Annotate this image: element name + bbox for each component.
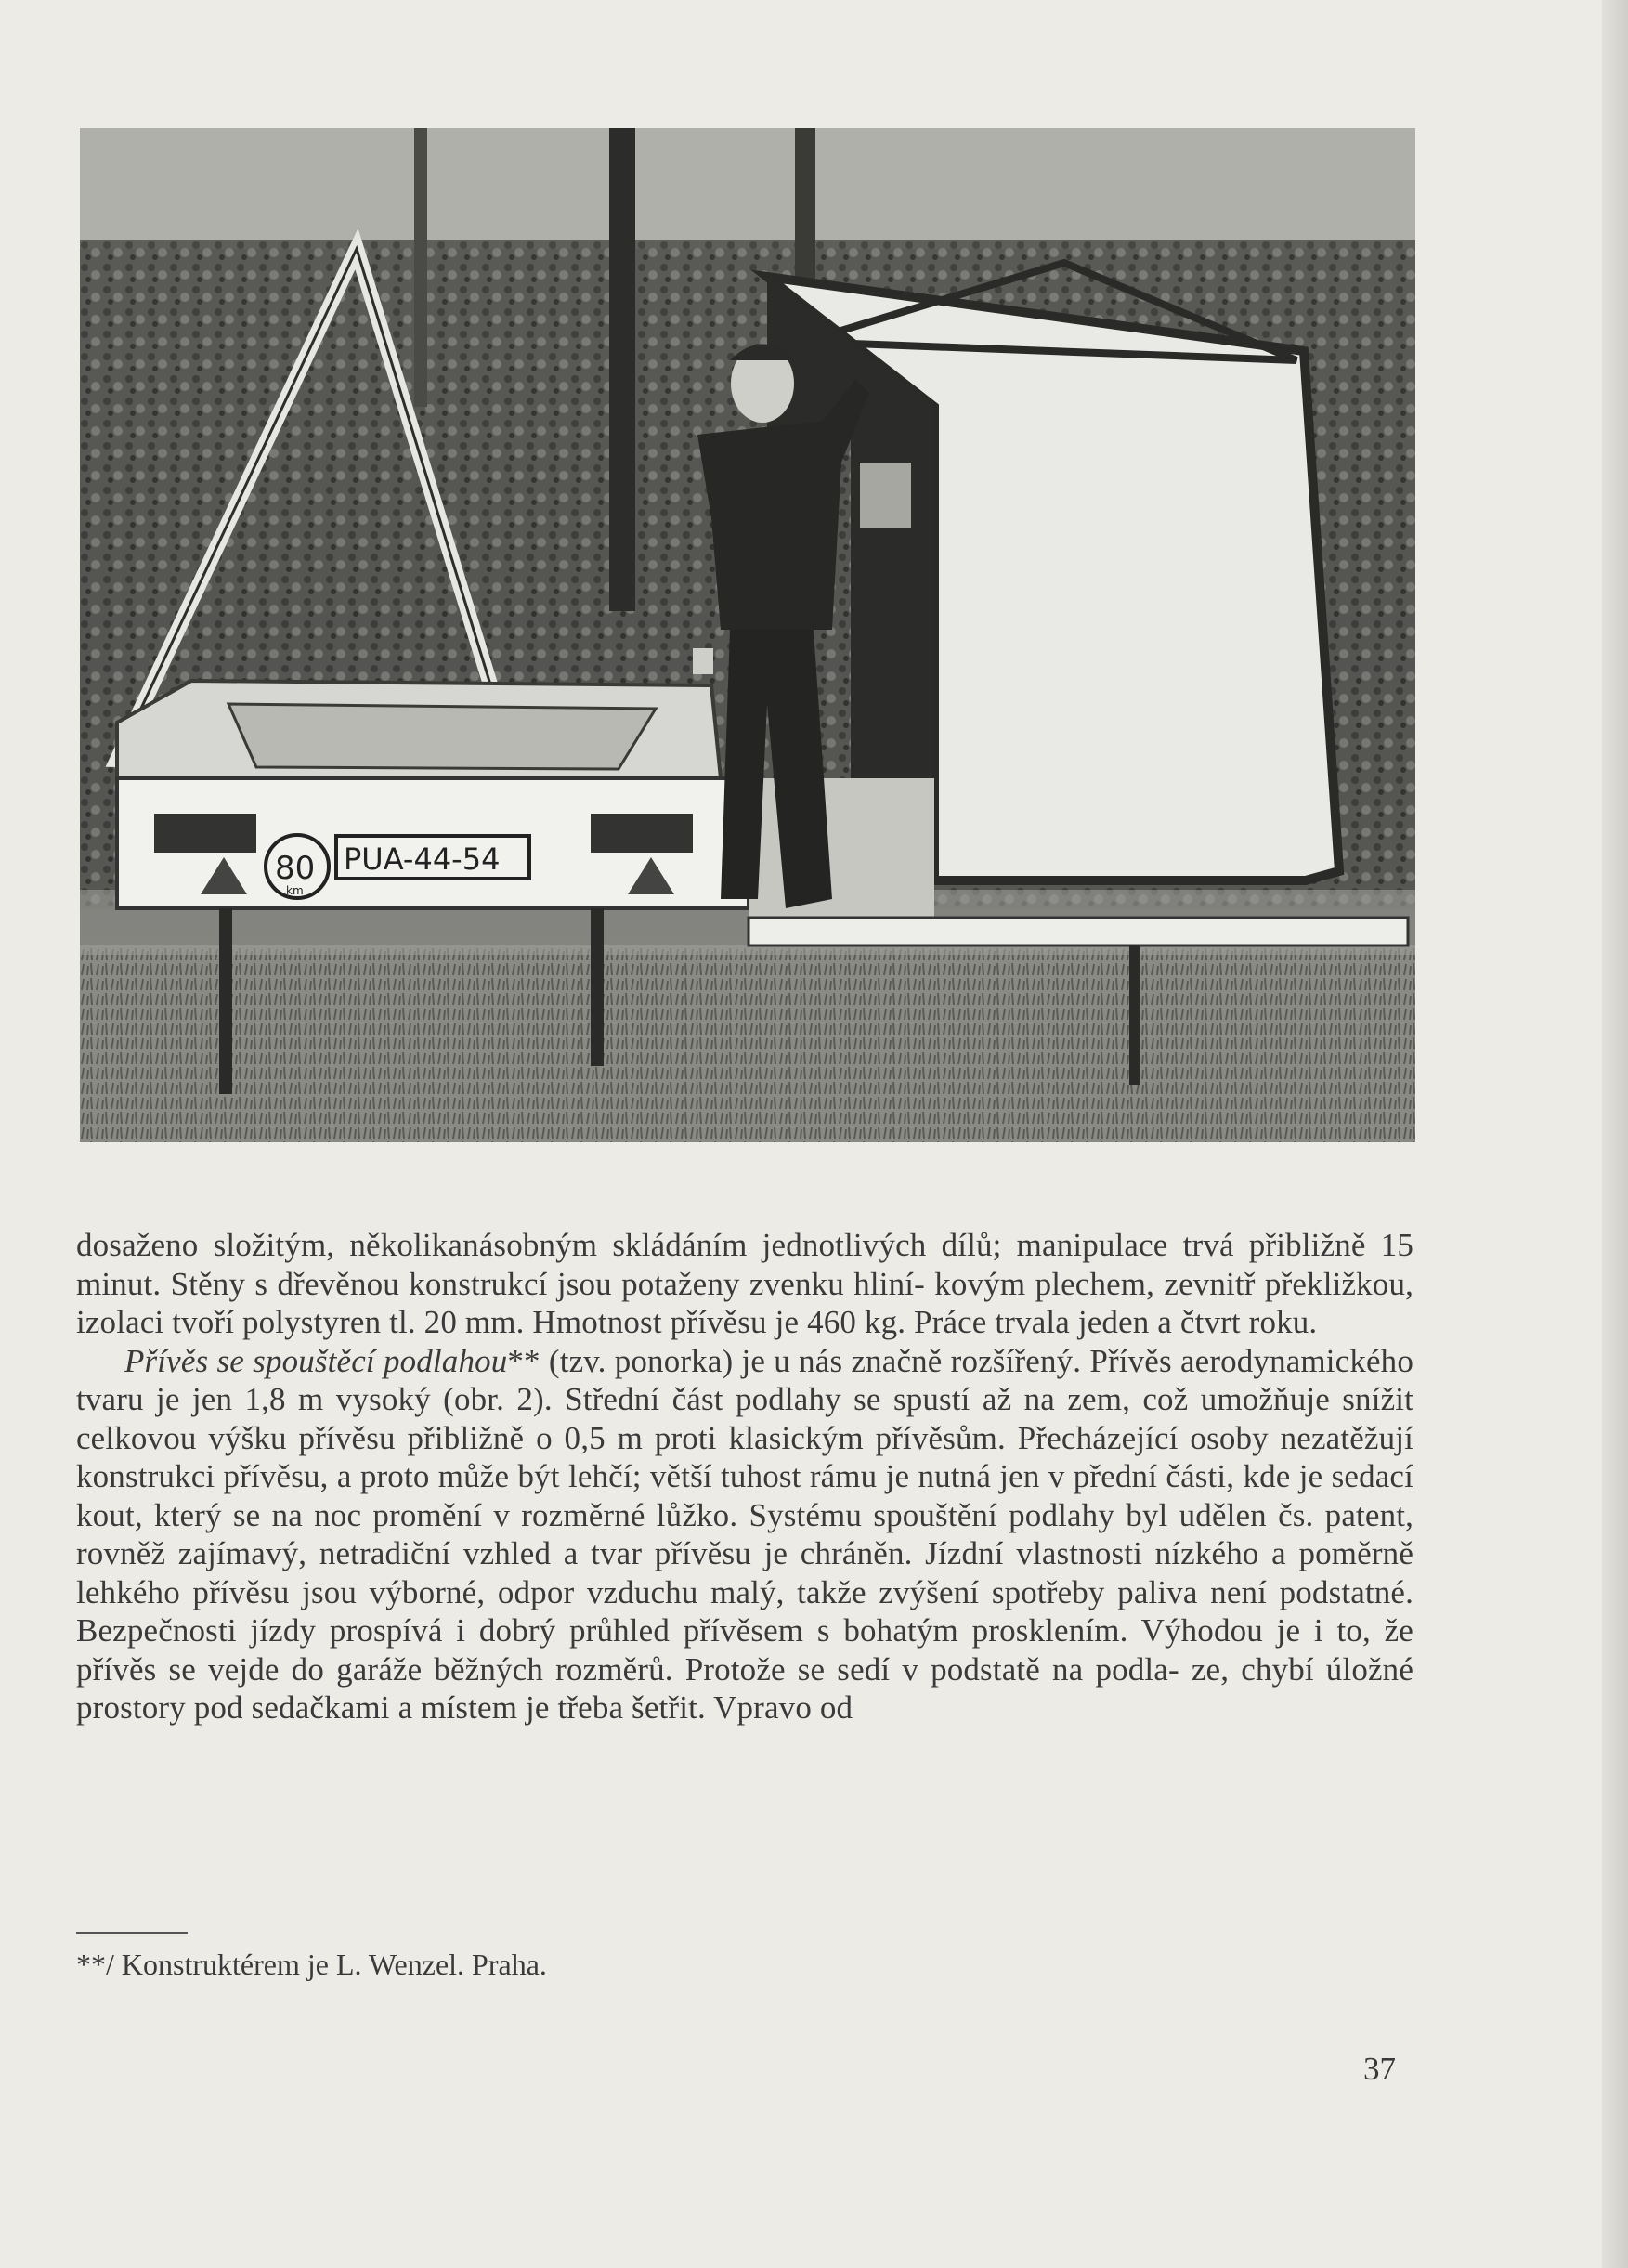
text-line: přívěsu je 460 kg. Práce trvala jeden a čtvrt roku. xyxy=(670,1304,1318,1340)
page-edge xyxy=(1602,0,1628,2268)
text-line: proti klasickým přívěsům. Přecházející osoby nezatěžují konstrukci přívěsu, xyxy=(76,1419,1413,1494)
photo-folding-trailer xyxy=(80,128,1415,1142)
text-line: dosaženo složitým, několikanásobným skládáním jednotlivých dílů; manipulace xyxy=(76,1227,1168,1263)
text-line: a proto může být lehčí; větší tuhost rámu je nutná jen v přední části, kde je xyxy=(336,1458,1323,1494)
text-line: podlahy byl udělen čs. patent, rovněž zajímavý, netradiční vzhled a tvar přívěsu xyxy=(76,1496,1413,1571)
text-line: ze, chybí úložné prostory pod sedačkami a místem je třeba šetřit. Vpravo od xyxy=(76,1650,1413,1726)
text-line: trvá přibližně 15 minut. Stěny s dřevěnou konstrukcí jsou potaženy zvenku hliní- xyxy=(76,1227,1413,1302)
text-line: spustí až na zem, což umožňuje snížit celkovou výšku přívěsu přibližně o 0,5 m xyxy=(76,1381,1413,1456)
text-line: je chráněn. Jízdní vlastnosti nízkého a poměrně lehkého přívěsu jsou výborné, xyxy=(76,1535,1414,1610)
paragraph-2 xyxy=(76,1342,1413,1727)
text-line: kovým plechem, zevnitř překližkou, izolaci tvoří polystyren tl. 20 mm. Hmotnost xyxy=(76,1265,1413,1340)
text-line: aerodynamického tvaru je jen 1,8 m vysoký (obr. 2). Střední část podlahy se xyxy=(76,1342,1413,1417)
trailer-photo-illustration xyxy=(80,128,1415,1142)
body-text xyxy=(76,1226,1413,1727)
footnote: **/ Konstruktérem je L. Wenzel. Praha. xyxy=(76,1948,547,1981)
plate-number: PUA-44-54 xyxy=(344,841,501,877)
text-line: sedací kout, který se na noc promění v rozměrné lůžko. Systému spouštění xyxy=(76,1458,1413,1533)
footnote-rule xyxy=(76,1932,188,1934)
paragraph-1 xyxy=(76,1226,1413,1342)
term-italic: Přívěs se spouštěcí podlahou xyxy=(124,1342,508,1379)
text-line: (tzv. ponorka) je u nás značně rozšířený. Přívěs xyxy=(540,1342,1172,1379)
plate-speed: 80 xyxy=(275,850,316,887)
text-line: jízdy prospívá i dobrý průhled přívěsem s bohatým prosklením. Výhodou je i to, xyxy=(250,1612,1371,1649)
text-line: odpor vzduchu malý, takže zvýšení spotřeby paliva není podstatné. Bezpečnosti xyxy=(76,1573,1414,1649)
page-number: 37 xyxy=(1363,2051,1396,2087)
footnote-mark: ** xyxy=(507,1342,540,1379)
plate-speed-unit: km xyxy=(286,884,304,897)
text-line: že přívěs se vejde do garáže běžných rozměrů. Protože se sedí v podstatě na podla- xyxy=(76,1612,1413,1688)
